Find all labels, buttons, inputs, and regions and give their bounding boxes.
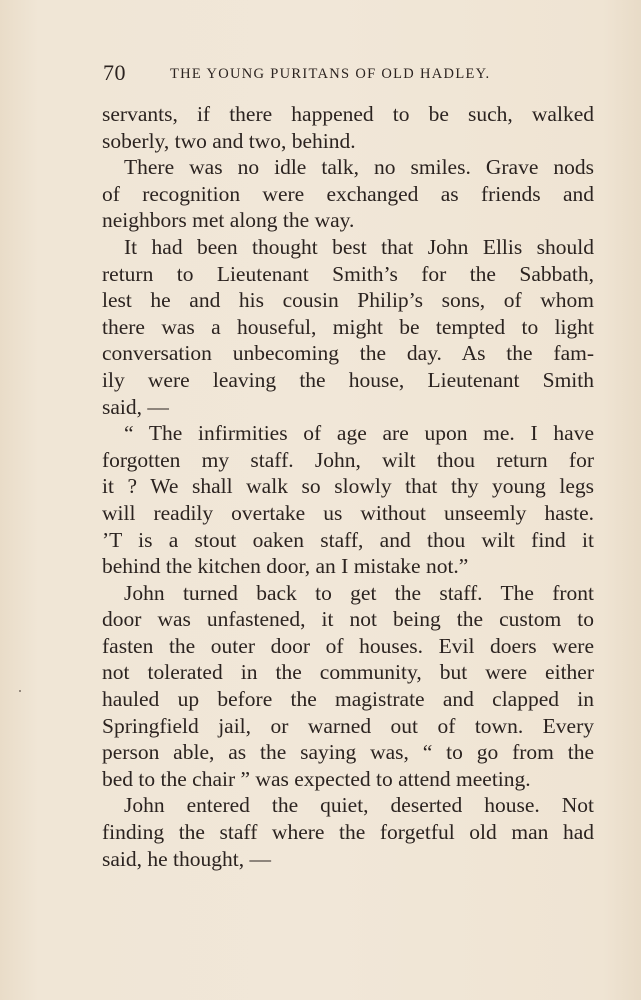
text-line: hauled up before the magistrate and clapped in: [102, 687, 594, 712]
text-line: ily were leaving the house, Lieutenant Smith: [102, 367, 594, 392]
text-line: ’T is a stout oaken staff, and thou wilt find it: [102, 527, 594, 552]
text-line: lest he and his cousin Philip’s sons, of whom: [102, 288, 594, 313]
text-line: “ The infirmities of age are upon me. I have: [124, 421, 594, 446]
text-line: door was unfastened, it not being the custom to: [102, 607, 594, 632]
text-line: John turned back to get the staff. The front: [124, 580, 594, 605]
text-line: It had been thought best that John Ellis should: [124, 234, 594, 259]
text-line: behind the kitchen door, an I mistake not.”: [102, 554, 469, 579]
text-line: fasten the outer door of houses. Evil doers were: [102, 633, 594, 658]
text-line: will readily overtake us without unseemly haste.: [102, 500, 594, 525]
text-line: said, —: [102, 394, 169, 419]
text-line: of recognition were exchanged as friends and: [102, 181, 594, 206]
running-head: [103, 58, 543, 88]
text-line: There was no idle talk, no smiles. Grave nods: [124, 155, 594, 180]
text-line: said, he thought, —: [102, 846, 271, 871]
text-line: John entered the quiet, deserted house. Not: [124, 793, 594, 818]
text-line: Springfield jail, or warned out of town. Every: [102, 713, 594, 738]
text-line: neighbors met along the way.: [102, 208, 355, 233]
text-line: finding the staff where the forgetful old man had: [102, 820, 594, 845]
running-title: THE YOUNG PURITANS OF OLD HADLEY.: [170, 66, 491, 82]
text-line: there was a houseful, might be tempted to light: [102, 314, 594, 339]
margin-speck: [19, 690, 21, 692]
text-line: forgotten my staff. John, wilt thou return for: [102, 447, 594, 472]
text-line: return to Lieutenant Smith’s for the Sabbath,: [102, 261, 594, 286]
text-line: soberly, two and two, behind.: [102, 128, 356, 153]
text-line: not tolerated in the community, but were either: [102, 660, 594, 685]
text-line: person able, as the saying was, “ to go from the: [102, 740, 594, 765]
text-line: it ? We shall walk so slowly that thy young legs: [102, 474, 594, 499]
body-text: [102, 101, 594, 872]
text-line: servants, if there happened to be such, walked: [102, 102, 594, 126]
text-line: bed to the chair ” was expected to attend meeting.: [102, 766, 531, 791]
text-line: conversation unbecoming the day. As the fam-: [102, 341, 594, 366]
page-number: 70: [103, 60, 126, 85]
